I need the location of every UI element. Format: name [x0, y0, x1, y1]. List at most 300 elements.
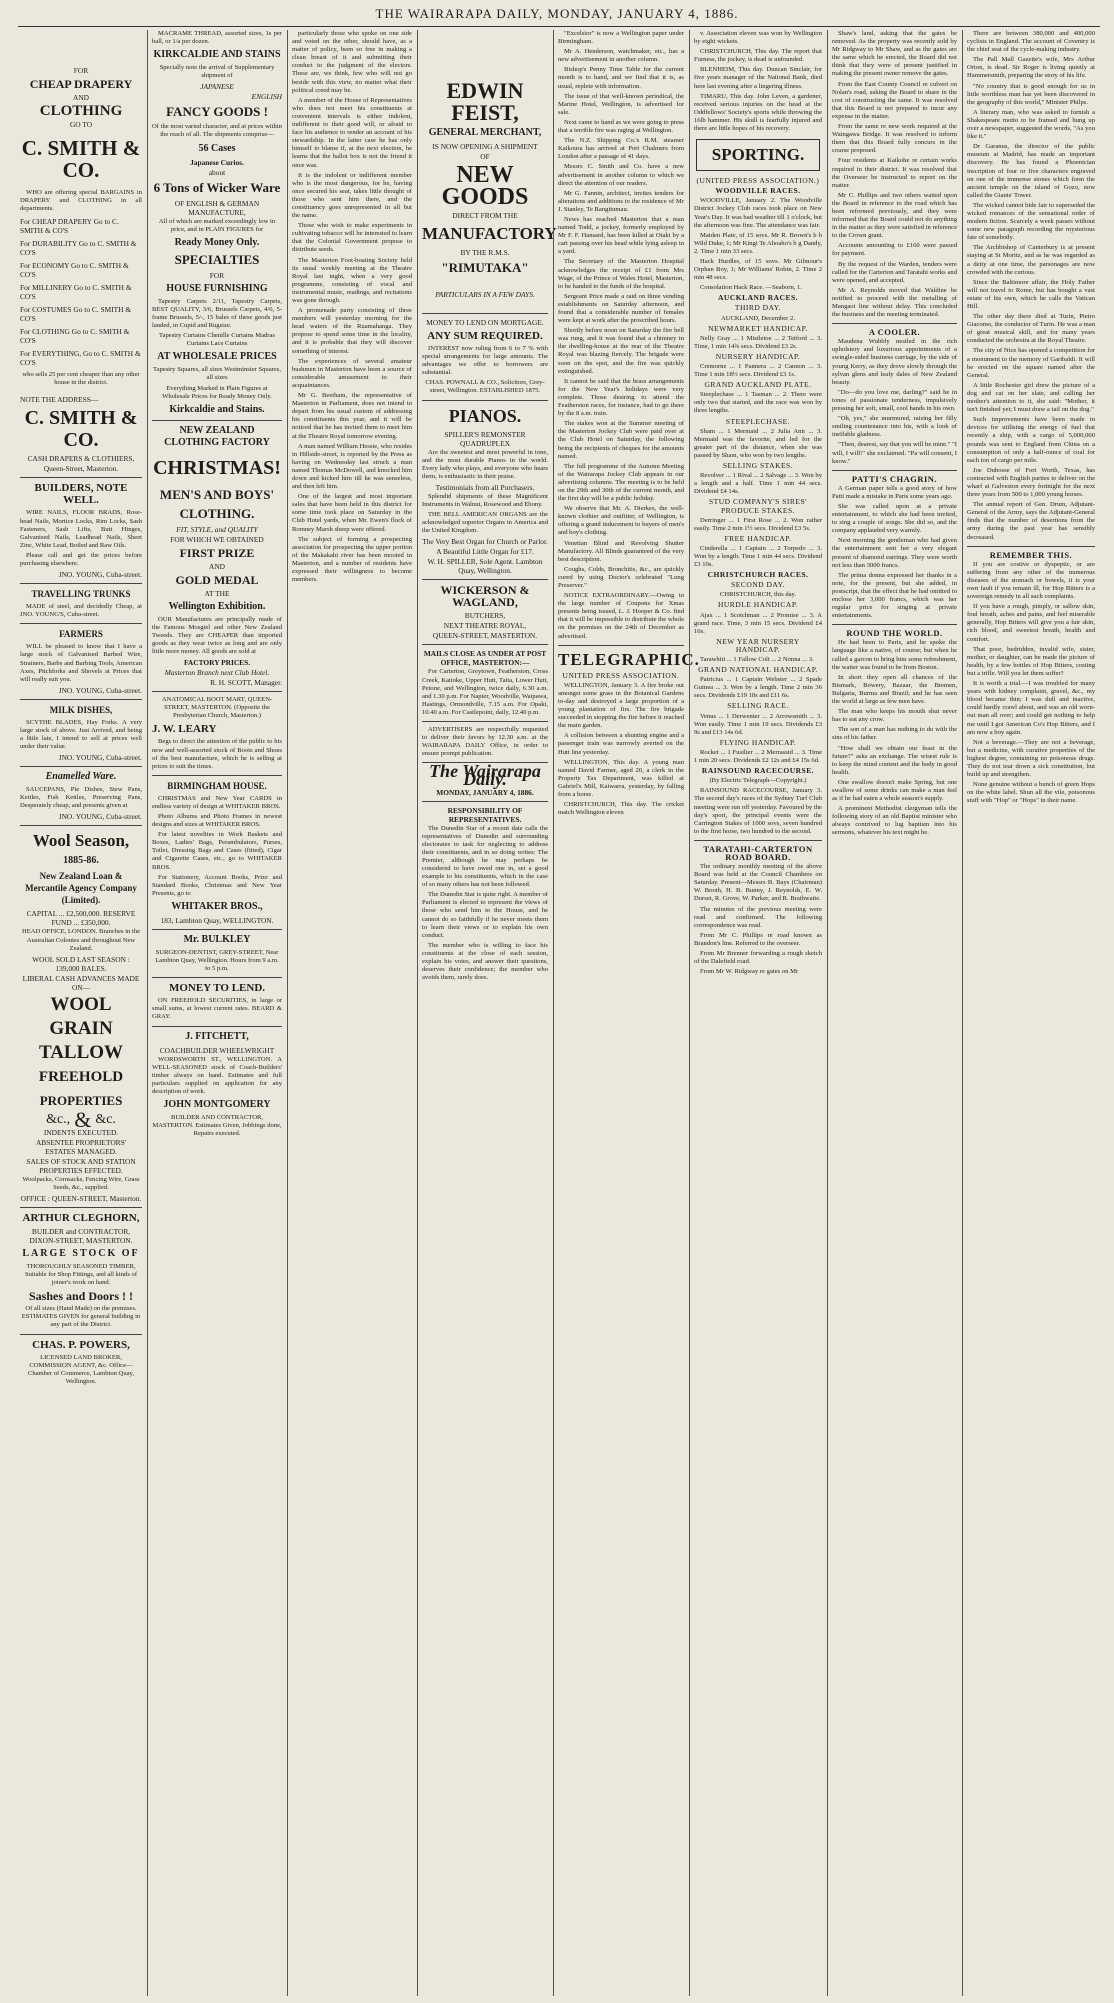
news-paragraph: "Excelsior" is now a Wellington paper under Birmingham.: [558, 30, 684, 46]
telegraph-paragraph: TIMARU, This day. John Leven, a gardener, received serious injuries on the head at the Oddfellows' Society's sports while throwing the 16lb hammer. His skull is fearfully injured and there are little hopes of his recovery.: [694, 92, 822, 133]
ad-german: OF ENGLISH & GERMAN MANUFACTURE,: [174, 198, 260, 217]
race-paragraph: Tarawhiti ... 1 Fallow Colt ... 2 Nonna ... 3.: [700, 656, 814, 663]
news-paragraph: We observe that Mr. A. Dierkes, the well-known clothier and outfitter, of Wellington, is offering a grand inducement to buyers of men's and boy's clothing.: [558, 505, 684, 537]
ad-advance-item: PROPERTIES: [39, 1092, 123, 1108]
article-paragraph: "Oh, yes," she murmured, raising her filly smiling countenance into his, with a look of ineffable gladness.: [832, 415, 957, 439]
ad-powers-text: LICENSED LAND BROKER, COMMISSION AGENT, &c. Office—Chamber of Commerce, Lambton Quay, Wellington.: [27, 1353, 135, 1385]
race-event: GRAND AUCKLAND PLATE.: [704, 380, 812, 390]
divider: [20, 477, 142, 478]
article-paragraph: In short they open all chances of the Bismark, Bowery, Bazaar, the Bremen, Bulgaria, Burma and Brazil; and he has seen the world at large as few men have.: [832, 673, 957, 706]
race-event: SELLING STAKES.: [722, 461, 794, 471]
ad-wool-year: 1885-86.: [63, 855, 99, 867]
ad-at-wholesale: AT WHOLESALE PRICES: [157, 351, 277, 363]
article-heading: TARATAHI-CARTERTON ROAD BOARD.: [703, 843, 813, 862]
ad-christmas: CHRISTMAS!: [153, 456, 281, 479]
ad-general-merchant: GENERAL MERCHANT,: [428, 127, 542, 138]
ad-splendid: Splendid shipments of these Magnificent Instruments in Walnut, Rosewood and Ebony.: [422, 492, 548, 509]
article-paragraph: A member of the House of Representatives who does not meet his constituents at convenient intervals is either indolent, indifferent to their good will, or afraid to face his audience to render an account of his stewardship. In the latter case he has only himself to blame if, at the next election, he learns that the ballot box is not the friend it once was.: [292, 96, 412, 169]
divider: [152, 977, 282, 978]
race-heading: WOODVILLE RACES.: [715, 186, 801, 196]
news-paragraph: Coughs, Colds, Bronchitis, &c., are quickly cured by using Doctor's celebrated "Lung Preserver.": [558, 565, 684, 589]
ad-kirkcaldie-text: Specially note the arrival of Supplementary shipment of: [159, 64, 275, 80]
divider: [967, 546, 1095, 547]
ad-wicker: 6 Tons of Wicker Ware: [153, 179, 281, 195]
ad-butchers: BUTCHERS,: [464, 611, 506, 621]
ad-gold-medal: GOLD MEDAL: [175, 572, 259, 587]
ad-who-sells: who sells 25 per cent cheaper than any other house in the district.: [22, 371, 140, 387]
article-paragraph: From Mr W. Ridgway re gates on Mr: [700, 968, 799, 976]
ad-of: OF: [480, 152, 490, 161]
article-paragraph: From the same re new work required at the Waingawa Bridge. It was resolved to inform them that this Board fully concurs in the course proposed.: [832, 123, 957, 155]
ad-everything-marked: Everything Marked in Plain Figures at Wholesale Prices for Ready Money Only.: [162, 384, 272, 400]
race-event: FREE HANDICAP.: [724, 533, 792, 543]
article-paragraph: The other day there died at Turin, Pietro Giacomo, the conductor of Turin. He was a man of great musical skill, and for many years conducted the orchestra at the Royal Theatre.: [967, 313, 1095, 345]
race-subheading: SECOND DAY.: [731, 580, 785, 590]
telegraph-paragraph: CHRISTCHURCH, This day. The report that Furness, the jockey, is dead is unfounded.: [694, 48, 822, 64]
ad-who-offer: WHO are offering special BARGAINS in DRAPERY and CLOTHING in all departments.: [20, 189, 142, 213]
ad-nzloan-heading: New Zealand Loan & Mercantile Agency Company (Limited).: [25, 871, 137, 906]
article-paragraph: Maudena Wubbly nestled in the rich upholstery and luxurious appointments of a swingle-sided business carriage, by the side of young Kerry, as they drove slowly through the sylvan glens and leafy dales of New Zealand beauty.: [832, 338, 957, 386]
article-paragraph: Since the Baltimore affair, the Holy Father will not travel to Rome, but has bought a vast estate of his own, which he calls the Vatican Hill.: [967, 278, 1095, 310]
race-paragraph: Patricius ... 1 Captain Webster ... 2 Spade Guinea ... 3. Won by a length. Time 2 min 36 secs. Dividends £19 10s and £11 6s.: [694, 676, 822, 700]
article-paragraph: Not a beverage.—They are not a beverage, but a medicine, with curative properties of the highest degree, containing no poisonous drugs. They do not tear down a sick constitution, but build up and strengthen.: [967, 738, 1095, 779]
running-head: THE WAIRARAPA DAILY, MONDAY, JANUARY 4, 1886.: [375, 6, 739, 21]
race-paragraph: Venus ... 1 Derwenter ... 2 Arrowsmith ... 3. Won easily. Time 1 min 19 secs. Dividends £3 9s and £13 14s 6d.: [694, 712, 822, 736]
ad-travelling-text: MADE of steel, and decidedly Cheap, at JNO. YOUNG'S, Cuba-street.: [20, 603, 142, 619]
telegraph-paragraph: CHRISTCHURCH, This day. The cricket match Wellington eleven: [558, 801, 684, 817]
article-paragraph: The minutes of the previous meeting were read and confirmed. The following correspondence was read.: [694, 905, 822, 929]
divider: [422, 400, 548, 401]
ad-interest: INTEREST now ruling from 6 to 7 % with special arrangements for large amounts. The advantages we offer to borrowers are substantial.: [422, 345, 548, 377]
ad-testimonials: Testimonials from all Purchasers.: [435, 482, 535, 492]
race-event: STEEPLECHASE.: [725, 416, 791, 426]
article-paragraph: A literary man, who was asked to furnish a Shakespeare motto to be framed and hung up over a newspaper, suggested the words, "As you like it.": [967, 108, 1095, 141]
article-paragraph: Next morning the gentleman who had given the entertainment sent her a very elegant present of diamond earrings. They were worth not less than 3000 francs.: [832, 537, 957, 569]
ad-fitchett-sub: COACHBUILDER WHEELWRIGHT: [159, 1045, 275, 1055]
ad-enamelled-text: SAUCEPANS, Pie Dishes, Stew Pans, Kettles, Fish Kettles, Preserving Pans, Desperately cheap, and presents given at: [20, 786, 142, 810]
article-heading: PATTI'S CHAGRIN.: [851, 473, 938, 484]
news-paragraph: NOTICE EXTRAORDINARY.—Owing to the large number of Coupons for Xmas presents being issued, L. J. Hooper & Co. find that it will be impossible to distribute the whole on the premises on the 24th of December as advertised.: [558, 592, 684, 640]
ad-german-text: All of which are marked exceedingly low in price, and in PLAIN FIGURES for: [158, 217, 276, 233]
ad-signature: JNO. YOUNG, Cuba-street.: [58, 685, 142, 695]
ad-factory-prices: FACTORY PRICES.: [183, 658, 251, 668]
ad-first-prize: FIRST PRIZE: [179, 545, 255, 560]
ad-ready-money: Ready Money Only.: [174, 236, 260, 248]
ad-large-stock: LARGE STOCK OF: [22, 1248, 140, 1259]
editorial-paragraph: The Dunedin Star of a recent date calls the representatives of Dunedin and surrounding electorates to task for neglecting to address their constituents, and in so doing writes: The Premier, although he may perhaps be considered to have owed one in, set a good example to his constituents, which in the case of so many others has not been followed.: [422, 824, 548, 889]
news-paragraph: Venetian Blind and Revolving Shutter Manufactory. All Blinds guaranteed of the very best description.: [558, 539, 684, 563]
column-rule: [287, 30, 288, 1996]
ad-bell-organs: THE BELL AMERICAN ORGANS are the acknowledged superior Organs in America and the United Kingdom.: [422, 511, 548, 535]
column-rule: [553, 30, 554, 1996]
article-paragraph: A German paper tells a good story of how Patti made a mistake in Paris some years ago.: [832, 484, 957, 500]
news-paragraph: News has reached Masterton that a man named Todd, a jockey, formerly employed by Mr F. F. Hansard, has been killed at Otaki by a cart passing over his head while lying asleep in a yard.: [558, 215, 684, 256]
ad-next-theatre: NEXT THEATRE ROYAL,: [443, 621, 527, 631]
news-paragraph: Shortly before noon on Saturday the fire bell was rung, and it was found that a chimney in the dwelling-house at the rear of the Theatre Royal was blazing fiercely. The brigade were soon on the spot, and the fire was quickly extinguished.: [558, 327, 684, 375]
race-paragraph: Hack Hurdles, of 15 sovs. Mr Gilmour's Orphan Boy, 1; Mr Williams' Robin, 2. Time 2 min 48 secs.: [694, 257, 822, 282]
divider: [152, 929, 282, 930]
ad-mails-heading: MAILS CLOSE AS UNDER AT POST OFFICE, MASTERTON:—: [423, 649, 547, 668]
top-rule: [18, 26, 1100, 27]
ad-farmers-text: WILL be pleased to know that I have a large stock of Galvanised Barbed Wire, Strainers, Barbs and Barbing Tools, American Axes, Pitchforks and Shovels at Prices that will really suit you.: [20, 643, 142, 683]
ad-montgomery: JOHN MONTGOMERY: [163, 1098, 271, 1110]
ad-at-the: AT THE: [204, 588, 230, 598]
ad-fancy-text: Of the most varied character, and at prices within the reach of all. The shipments comprise—: [152, 123, 282, 139]
column-6: [694, 30, 822, 1996]
race-paragraph: Steeplechase ... 1 Tasman ... 2. There were only two that started, and the race was won by three lengths.: [694, 391, 822, 415]
article-paragraph: A promenade party consisting of three members will yesterday morning for the head waters of the Ruamahanga. They propose to spend some time in the locality, and it is probable that they will discover something of interest.: [292, 307, 412, 355]
article-paragraph: Dr Garanus, the director of the public museum at Madrid, has made an important discovery. He has found a Phoenician inscription of four or five characters engraved on one of the immense stones which form the ancient temple on the island of Gozo, now called the Giants' Tower.: [967, 143, 1095, 199]
telegraph-paragraph: WELLINGTON, This day. A young man named David Farmer, aged 20, a clerk in the Property Tax Department, was killed at Gabriel's Mill, Kaiwarra, yesterday, by falling from a horse.: [558, 758, 684, 798]
race-paragraph: Cremorne ... 1 Pannera ... 2 Cannon ... 3. Time 1 min 18½ secs. Dividend £3 1s.: [694, 363, 822, 379]
article-paragraph: If you are costive or dyspeptic, or are suffering from any other of the numerous diseases of the stomach or bowels, it is your own fault if you remain ill, for Hop Bitters is a sovereign remedy in all such complaints.: [967, 560, 1095, 601]
ad-sashes-heading: Sashes and Doors ! !: [28, 1289, 133, 1304]
article-paragraph: Such improvements have been made in devices for utilising the energy of fuel that recently a ship, with a cargo of 5,000,000 pounds was sent to England from China on a consumption of only a half-ounce of coal for each ton of cargo per mile.: [967, 416, 1095, 464]
ad-leary: J. W. LEARY: [152, 723, 217, 736]
column-rule: [962, 30, 963, 1996]
ad-advance-item: WOOL: [50, 993, 112, 1015]
column-rule: [827, 30, 828, 1996]
article-paragraph: "Then, dearest, say that you will be mine." "I will, I will!" she exclaimed. "Pa will consent, I know.": [832, 441, 957, 465]
ad-whitaker: WHITAKER BROS.,: [171, 900, 263, 912]
ad-branch: Masterton Branch next Club Hotel.: [164, 668, 270, 678]
column-3: [292, 30, 412, 1996]
telegraph-paragraph: BLENHEIM, This day. Duncan Sinclair, for five years manager of the National Bank, died here last evening after a lingering illness.: [694, 66, 822, 90]
ad-signature: JNO. YOUNG, Cuba-street.: [58, 753, 142, 763]
ad-for: FOR: [73, 66, 89, 75]
news-paragraph: Mr G. Fannin, architect, invites tenders for alterations and additions to the residence of Mr J. Stanley, Te Rangitumau.: [558, 189, 684, 213]
ad-kirkcaldie-sign: Kirkcaldie and Stains.: [169, 403, 265, 415]
ad-pownall: CHAS. POWNALL & CO., Solicitors, Grey-street, Wellington. ESTABLISHED 1875.: [425, 379, 545, 395]
ad-spiller-name: W. H. SPILLER, Sole Agent. Lambton Quay, Wellington.: [427, 557, 543, 576]
news-paragraph: Next came to hand as we were going to press that a terrible fire was raging at Wellington.: [558, 118, 684, 135]
article-paragraph: A prominent Methodist clergyman tells the following story of an old Baptist minister who always contrived to lug baptism into his sermons, whatever his text might be.: [832, 805, 957, 837]
ad-manufactory: MANUFACTORY: [422, 224, 557, 243]
ad-builders-call: Please call and get the prices before purchasing elsewhere.: [20, 551, 142, 568]
article-paragraph: From Mr Brenner forwarding a rough sketch of the Dalefield road.: [694, 950, 822, 966]
ad-manufactures: OUR Manufactures are principally made of the Famous Mosgiel and other New Zealand Tweeds. They are CHEAPER than imported goods as they wear twice as long and are only little more money. All goods are sold at: [152, 615, 282, 656]
article-paragraph: Joe Dubosse of Fort Worth, Texas, has contracted with English parties to deliver on the wharf at Galveston every fortnight for the next three years from 500 to 1,000 young horses.: [967, 466, 1095, 499]
article-paragraph: Those who wish to make experiments in cultivating tobacco will be interested to learn that the Colonial Government propose to distribute seeds.: [292, 222, 412, 254]
ad-montgomery-text: BUILDER AND CONTRACTOR, MASTERTON. Estimates Given, Jobbings done, Repairs executed.: [152, 1113, 282, 1138]
race-event: NURSERY HANDICAP.: [715, 351, 801, 361]
divider: [20, 1207, 142, 1208]
ad-any-sum: ANY SUM REQUIRED.: [427, 330, 543, 342]
divider: [152, 1026, 282, 1027]
section-sporting: SPORTING.: [696, 139, 820, 171]
ad-address: Queen-Street, Masterton.: [43, 464, 119, 474]
ad-amp: &: [74, 1106, 92, 1132]
ad-curios: Japanese Curios.: [190, 157, 244, 167]
race-paragraph: Revolver ... 1 Rival ... 2 Salvage ... 3. Won by a length and a half. Time 1 min 44 secs. Dividend £4 14s.: [694, 472, 822, 496]
race-paragraph: (By Electric Telegraph—Copyright.): [709, 777, 807, 785]
ad-signature: JNO. YOUNG, Cuba-street.: [58, 570, 142, 580]
article-paragraph: Mr G. Beetham, the representative of Masterton in Parliament, does not intend to depart from his usual custom of addressing his constituents this year, and it will be noticed that he has invited them to meet him at the Theatre Royal tomorrow evening.: [292, 392, 412, 440]
article-paragraph: She was called upon at a private entertainment, to which she had been invited, to sing a couple of songs. She did so, and the company applauded very warmly.: [832, 502, 957, 535]
article-paragraph: The ordinary monthly meeting of the above Board was held at the Council Chambers on Saturday. Present—Messrs B. Bays (Chairman) W. Booth, H. B. Bunny, J. Reynolds, E. W. Dorset, R. Grove, W. Parker, and R. Brathwaite.: [694, 863, 822, 903]
ad-fancy-goods: FANCY GOODS !: [166, 104, 268, 120]
article-paragraph: From the East County Council re culvert on Nolan's road, asking the Board to share in the cost of constructing the same. It was resolved that this Board is not prepared to incur any expense in the matter.: [832, 80, 957, 120]
ad-nz-clothing: NEW ZEALAND CLOTHING FACTORY: [164, 424, 270, 448]
ad-list-item: For MILLINERY Go to C. SMITH & CO'S: [20, 283, 132, 302]
divider: [558, 645, 684, 646]
divider: [422, 644, 548, 645]
ad-carpets: Tapestry Carpets 2/11, Tapestry Carpets, BEST QUALITY, 3/6, Brussels Carpets, 4/6, 5-frame Brussels, 5/-, 15 bales of these goods just landed, in Cupid and Rugsize.: [152, 297, 282, 330]
news-paragraph: Messrs C. Smith and Co. have a new advertisement in another column to which we direct the attention of our readers.: [558, 163, 684, 187]
divider: [422, 721, 548, 722]
ad-new-goods: NEW GOODS: [441, 162, 529, 210]
ad-particulars: PARTICULARS IN A FEW DAYS.: [435, 290, 535, 299]
article-paragraph: There are between 380,000 and 400,000 cyclists in England. The account of Coventry is the chief seat of the cycle-making industry.: [967, 30, 1095, 54]
ad-and: AND: [208, 561, 225, 571]
news-paragraph: The issue of that well-known periodical, the Marine Hotel, Wellington, is advertised for sale.: [558, 92, 684, 116]
article-heading: REMEMBER THIS.: [989, 549, 1073, 560]
ad-advance-item: TALLOW: [38, 1041, 124, 1063]
article-paragraph: One of the largest and most important sales that have been held in this district for some time took place on Saturday in the Club Hotel yards, when Mr. Ewen's flock of Romney Marsh sheep were offered.: [292, 493, 412, 533]
race-paragraph: Nelly Gray ... 1 Mistletoe ... 2 Tetford ... 3. Time, 1 min 14¾ secs. Dividend £3 2s.: [694, 334, 822, 350]
ad-english: ENGLISH: [251, 92, 282, 102]
article-paragraph: The man who keeps his mouth shut never has to eat any crow.: [832, 708, 957, 724]
ad-wickerson: WICKERSON & WAGLAND,: [440, 583, 530, 610]
ad-go-to: GO TO: [69, 120, 93, 129]
paper-flag: The Wairarapa Daily.: [429, 761, 541, 790]
section-telegraphic: TELEGRAPHIC.: [558, 649, 700, 669]
telegraph-paragraph: WELLINGTON, January 3. A fire broke out amongst some grass in the Botanical Gardens to-day and destroyed a large proportion of a young plantation of firs. The fire brigade succeeded in stopping the fire before it reached the main garden.: [558, 681, 684, 730]
ad-anatomical: ANATOMICAL BOOT MART, QUEEN-STREET, MASTERTON. (Opposite the Presbyterian Church, Masterton.): [161, 696, 273, 720]
ad-mails-text: For Carterton, Greytown, Featherston, Cross Creek, Kaitoke, Upper Hutt, Taita, Lower Hutt, Petone, and Wellington, twice daily, 6.30 a.m. and 1.30 p.m. For Napier, Woodville, Waipawa, Hastings, Ormondville, 7.15 a.m. For Opaki, 10.40 a.m. For Castlepoint, daily, 12.40 p.m.: [422, 668, 548, 716]
divider: [422, 801, 548, 802]
editorial-paragraph: The member who is willing to face his constituents at the close of each session, explain his votes, and answer their questions, deserves their confidence; the member who avoids them, rarely does.: [422, 941, 548, 982]
ad-squares: Tapestry Squares, all sizes Westminster Squares, all sizes: [153, 366, 281, 382]
ad-farmers-heading: FARMERS: [59, 629, 103, 640]
article-paragraph: The subject of forming a prospecting association for prospecting the upper portion of the Makakahi river has been mooted in Masterton, and a number of residents have expressed their willingness to become members.: [292, 535, 412, 584]
ad-list-item: For CLOTHING Go to C. SMITH & CO'S: [20, 327, 130, 346]
telegraph-paragraph: v. Association eleven was won by Wellington by eight wickets.: [694, 30, 822, 46]
race-event: SELLING RACE.: [727, 701, 789, 711]
race-event: HURDLE HANDICAP.: [717, 600, 799, 610]
ad-for-list: [20, 217, 142, 367]
race-heading: CHRISTCHURCH RACES.: [707, 570, 809, 580]
ad-drapers: CASH DRAPERS & CLOTHIERS,: [27, 454, 135, 464]
editorial-heading: RESPONSIBILITY OF REPRESENTATIVES.: [447, 805, 523, 824]
article-paragraph: particularly those who spoke on one side and voted on the other, should have, as a matter of policy, been so free in making a clean breast of it and submitting their conduct to the judgment of the electors. These are, we think, few who will not go beside with this view, no matter what their political creed may be.: [292, 30, 412, 94]
race-subheading: THIRD DAY.: [734, 303, 782, 313]
divider: [20, 623, 142, 624]
race-paragraph: AUCKLAND, December 2.: [721, 314, 795, 322]
ad-firm-name: C. SMITH & CO.: [21, 136, 141, 182]
news-paragraph: Mr A. Henderson, watchmaker, etc., has a new advertisement in another column.: [558, 48, 684, 64]
column-rule: [147, 30, 148, 1996]
ad-sashes-text: Of all sizes (Hand Made) on the premises. ESTIMATES GIVEN for general building in any part of the District.: [21, 1305, 141, 1329]
divider: [20, 825, 142, 826]
ad-money-text: ON FREEHOLD SECURITIES, in large or small sums, at lowest current rates. BEARD & GRAY.: [152, 997, 282, 1021]
ad-leary-text: Begs to direct the attention of the public to his new and well-assorted stock of Boots and Shoes of the best manufacture, which he is selling at prices to suit the times.: [152, 738, 282, 770]
column-4: [422, 30, 557, 1996]
ad-list-item: For DURABILITY Go to C. SMITH & CO'S: [20, 239, 137, 258]
ad-bulkley-text: SURGEON-DENTIST, GREY-STREET, Near Lambton Quay, Wellington. Hours from 9 a.m. to 5 p.m.: [155, 948, 279, 973]
ad-japanese: JAPANESE: [200, 82, 234, 92]
column-8: [967, 30, 1095, 1996]
ad-birmingham-text: CHRISTMAS and New Year CARDS in endless variety of design at WHITAKER BROS.: [152, 794, 282, 810]
divider: [152, 691, 282, 692]
ad-builders-text: WIRE NAILS, FLOOR BRADS, Rose-head Nails, Mortice Locks, Rim Locks, Sash Fasteners, Sash Lifts, Butt Hinges, Galvanised Nails, Leadhead Nails, Sheet Zinc, White Lead, Boiled and Raw Oils.: [20, 509, 142, 549]
ad-cases: 56 Cases: [198, 142, 236, 154]
race-event: NEWMARKET HANDICAP.: [708, 323, 808, 333]
divider: [20, 583, 142, 584]
ad-fitchett-text: WORDSWORTH ST., WELLINGTON. A WELL-SEASONED stock of Coach-Builders' timber always on hand. Estimates and full particulars supplied on application for any description of work.: [152, 1055, 282, 1095]
column-5: [558, 30, 700, 1996]
ad-travelling-heading: TRAVELLING TRUNKS: [31, 589, 131, 600]
race-paragraph: Cinderella ... 1 Captain ... 2 Torpedo ... 3. Won by a length. Time 1 min 44 secs. Dividend £3 10s.: [694, 544, 822, 569]
ad-photo-albums: Photo Albums and Photo Frames in newest designs and sizes at WHITAKER BROS.: [152, 813, 282, 829]
article-paragraph: "Do—do you love me, darling?" said he in tones of passionate tenderness, impulsively pressing her soft, small, cool hands in his own.: [832, 388, 957, 413]
race-paragraph: WOODVILLE, January 2. The Woodville District Jockey Club races took place on New Year's Day. It was bad weather till 1 o'clock, but the afternoon was fine. The attendance was fair.: [694, 197, 822, 229]
ad-novelties: For latest novelties in Work Baskets and Boxes, Ladies' Bags, Perambulators, Purses, Toilet, Dressing Bags and Cases (fitted), Cigar and Cigarette Cases, etc., go to WHITAKER BROS.: [152, 831, 282, 871]
divider: [152, 420, 282, 421]
article-paragraph: None genuine without a bunch of green Hops on the white label. Shun all the vile, poisonous stuff with "Hop" or "Hops" in their name.: [967, 781, 1095, 805]
ad-opening: IS NOW OPENING A SHIPMENT: [432, 142, 538, 151]
ad-manager: R. H. SCOTT, Manager.: [210, 678, 282, 688]
divider: [832, 323, 957, 324]
race-heading: AUCKLAND RACES.: [717, 293, 798, 303]
ad-money-heading: MONEY TO LEND.: [168, 982, 266, 995]
ad-money-lend: MONEY TO LEND ON MORTGAGE.: [426, 318, 544, 327]
ad-about: about: [208, 167, 226, 177]
ad-indents: INDENTS EXECUTED.: [43, 1127, 119, 1137]
ad-milk-heading: MILK DISHES,: [49, 704, 113, 715]
divider: [20, 1334, 142, 1335]
race-paragraph: RAINSOUND RACECOURSE, January 3. The second day's races of the Sydney Turf Club meeting were run off yesterday. Favoured by the day's sport, the principal events were the Carrington Stakes of 1000 sovs, seven hundred to the first horse, two hundred to the second.: [694, 787, 822, 835]
article-paragraph: Shaw's land, asking that the gates be removed. As the property was recently sold by Mr Ridgway to Mr Shaw, and as the gates are the same which he erected, the Board did not think that they were of present justified in making the present owner remove the gates.: [832, 30, 957, 78]
ad-bulkley: Mr. BULKLEY: [183, 933, 251, 945]
ad-note-address: NOTE THE ADDRESS—: [20, 395, 99, 405]
divider: [832, 624, 957, 625]
ad-timber: THOROUGHLY SEASONED TIMBER, Suitable for Shop Fittings, and all kinds of joiner's work on hand.: [24, 1263, 138, 1287]
ad-house-furnishing: HOUSE FURNISHING: [166, 282, 268, 294]
ad-list-item: For ECONOMY Go to C. SMITH & CO'S: [20, 261, 129, 280]
ad-list-item: For CHEAP DRAPERY Go to C. SMITH & CO'S: [20, 217, 119, 236]
ad-clothing: CLOTHING: [39, 103, 123, 119]
ad-by-rms: BY THE R.M.S.: [460, 248, 510, 257]
column-2: [152, 30, 282, 1996]
race-event: FLYING HANDICAP.: [719, 737, 797, 747]
article-paragraph: Four residents at Kaikohe re certain works required in their district. It was resolved that the Overseer be instructed to report on the matter.: [832, 157, 957, 189]
ad-stationery: For Stationery, Account Books, Prize and Standard Books, Christmas and New Year Presents, go to: [152, 873, 282, 897]
article-paragraph: "How shall we obtain our feast in the future?" asks an exchange. The wisest rule is to keep the mind content and the body in good health.: [832, 744, 957, 776]
race-paragraph: Derringer ... 1 First Rose ... 2. Won rather easily. Time 2 min 1½ secs. Dividend £3 5s.: [694, 516, 822, 532]
race-paragraph: Maiden Plate, of 15 sovs. Mr R. Brown's b h Wild Duke, 1; Mr Kingi Te Ahoaho's b g Dandy, 2. Time 1 min 33 secs.: [694, 231, 822, 255]
news-paragraph: The N.Z. Shipping Co.'s R.M. steamer Kaikoura has arrived at Port Chalmers from London after a passage of 41 days.: [558, 137, 684, 161]
ad-head-office: HEAD OFFICE, LONDON. Branches in the Australian Colonies and throughout New Zealand.: [21, 928, 141, 952]
ad-pianos-text: Are the sweetest and most powerful in tone, and the most durable Pianos in the world. Every lady who plays, and everyone who hears them, is enthusiastic in their praise.: [422, 448, 548, 480]
article-paragraph: By the request of the Warden, tenders were called for the Carterton and Taratahi works and were opened, and accepted.: [832, 260, 957, 284]
ad-list-item: For COSTUMES Go to C. SMITH & CO'S: [20, 305, 132, 324]
article-paragraph: If you have a rough, pimply, or sallow skin, foul breath, aches and pains, and feel miserable generally, Hop Bitters will give you a fair skin, rich blood, and sweetest breath, health and comfort.: [967, 603, 1095, 643]
article-paragraph: The Masterton Foot-boating Society held its usual weekly meeting at the Theatre Royal last night, when a very good programme, consisting of vocal and instrumental music, readings, and recitations was gone through.: [292, 256, 412, 304]
column-rule: [689, 30, 690, 1996]
race-heading: RAINSOUND RACECOURSE.: [701, 766, 815, 776]
ad-advertisers: ADVERTISERS are respectfully requested to deliver their favors by 12.30 a.m. at the WAIRARAPA DAILY Office, in order to ensure prompt publication.: [422, 725, 548, 758]
divider: [422, 313, 548, 314]
article-paragraph: It is worth a trial.—I was troubled for many years with kidney complaint, gravel, &c., my blood became thin; I was dull and inactive, could hardly crawl about, and was an old worn-out man all over; and could get nothing to help me until I got American Co's Hop Bitters, and I am now a boy again.: [967, 680, 1095, 736]
ad-powers-heading: CHAS. P. POWERS,: [32, 1338, 130, 1351]
ad-very-best: The Very Best Organ for Church or Parlor.: [422, 537, 548, 547]
article-paragraph: A man named William Hessie, who resides in Hillside-street, is reported by the Press as having on Wednesday last struck a man named Thomas McDowell, and knocked him down and kicked him till he was senseless, and then left him.: [292, 442, 412, 491]
ad-whitaker-addr: 183, Lambton Quay, WELLINGTON.: [160, 915, 274, 925]
ad-woolpacks: Woolpacks, Cornsacks, Fencing Wire, Grass Seeds, &c., supplied.: [22, 1175, 140, 1191]
news-paragraph: Bishop's Penny Time Table for the current month is to hand, and we find that it is, as usual, replete with information.: [558, 66, 684, 90]
ad-macrame: MACRAME THREAD, assorted sizes, 1s per ball, or 1/a per dozen.: [152, 30, 282, 46]
ad-signature: JNO. YOUNG, Cuba-street.: [58, 812, 142, 822]
ad-cleghorn-heading: ARTHUR CLEGHORN,: [22, 1212, 140, 1224]
race-event: GRAND NATIONAL HANDICAP.: [698, 665, 818, 675]
race-paragraph: Consolation Hack Race. —Seaborn, 1.: [700, 284, 802, 292]
article-paragraph: That poor, bedridden, invalid wife, sister, mother, or daughter, can be made the picture of health, by a few bottles of Hop Bitters, costing but a trifle. Will you let them suffer?: [967, 645, 1095, 677]
ad-wool-season: Wool Season,: [32, 831, 130, 851]
article-heading: A COOLER.: [868, 327, 921, 338]
news-paragraph: The full programme of the Autumn Meeting of the Wairarapa Jockey Club appears in our advertising columns. The meeting is to be held on the 29th and 30th of the current month, and the first day will be a public holiday.: [558, 462, 684, 503]
article-paragraph: He had been to Paris, and he spoke the language like a native, of course; but when he called a garcon to bring him some refreshment, the waiter was found to be from Boston.: [832, 639, 957, 671]
article-paragraph: The son of a man has nothing to do with the sins of his father.: [832, 726, 957, 742]
ad-direct-from: DIRECT FROM THE: [452, 211, 518, 220]
race-paragraph: Ajax ... 1 Scotchman ... 2 Promise ... 3. A grand race. Time, 3 min 15 secs. Dividend £4 10s.: [694, 611, 822, 635]
article-paragraph: The prima donna expressed her thanks in a note, for the present, but she added, in postscript, that the effect that he had omitted to enclose her 3,000 francs, which was her regular price for singing at private entertainments.: [832, 571, 957, 620]
ad-clothing: CLOTHING.: [179, 505, 255, 521]
ad-liberal: LIBERAL CASH ADVANCES MADE ON—: [22, 973, 140, 992]
article-paragraph: A little Rochester girl drew the picture of a dog and cat on her slate, and calling her mother's attention to it, she said: "Mother, it isn't finished yet; I must draw a tail on the dog.": [967, 381, 1095, 414]
ad-amp: &c.: [95, 1111, 116, 1127]
ad-edwin-feist: EDWIN FEIST,: [446, 78, 524, 125]
ad-milk-text: SCYTHE BLADES, Hay Forks. A very large stock of above. Just Arrived, and being a little late, I intend to sell at prices well under their value.: [20, 718, 142, 751]
ad-and: AND: [72, 93, 89, 102]
divider: [422, 579, 548, 580]
ad-list-item: For EVERYTHING, Go to C. SMITH & CO'S: [20, 349, 141, 368]
ad-capital: CAPITAL ... £2,500,000. RESERVE FUND ... £350,000.: [26, 909, 136, 928]
news-paragraph: The Secretary of the Masterton Hospital acknowledges the receipt of £1 from Mrs Wage, of the Prince of Wales Hotel, Masterton, to be handed to the funds of the hospital.: [558, 258, 684, 290]
article-heading: ROUND THE WORLD.: [846, 628, 943, 639]
article-paragraph: Mr A. Reynolds moved that Waldine be notified to proceed with the metalling of Mangaoi line without delay. This concluded the business and the meeting terminated.: [832, 286, 957, 319]
editorial-paragraph: The Dunedin Star is quite right. A member of Parliament is elected to represent the views of those who send him to the House, and he cannot do so faithfully if he never meets them to learn their views or to explain his own conduct.: [422, 891, 548, 939]
ad-beautiful: A Beautiful Little Organ for £17.: [436, 547, 534, 557]
article-paragraph: Accounts amounting to £160 were passed for payment.: [832, 242, 957, 258]
article-paragraph: The Archbishop of Canterbury is at present staying at St Moritz, and as he was regarded as a deity at one time, the parsonages are now crowded with the curious.: [967, 244, 1095, 276]
ad-office: OFFICE : QUEEN-STREET, Masterton.: [20, 1194, 142, 1203]
ad-pianos: PIANOS.: [448, 405, 522, 426]
news-paragraph: The stakes won at the Summer meeting of the Masterton Jockey Club were paid over at the Club Hotel on Saturday, the following being the recipients of cheques for the amounts named.: [558, 420, 684, 460]
article-paragraph: The annual report of Gen. Drum, Adjutant-General of the Army, says the Adjutant-General finds that the number of desertions from the army during the past year has sensibly decreased.: [967, 501, 1095, 541]
ad-spillers: SPILLER'S REMONSTER QUADRUPLEX: [444, 429, 526, 448]
article-paragraph: Mr C. Phillips and two others waited upon the Board in reference to the road which has been reformed previously, and they were informed that the Board could not do anything in the matter as they were satisfied in reference to the Crown grant.: [832, 191, 957, 240]
news-paragraph: It cannot be said that the brass arrangements for the New Year's holidays were very complete. Those desiring to attend the Featherston races, for instance, had to go there by the 8 a.m. train.: [558, 377, 684, 418]
article-paragraph: The Pall Mall Gazette's wife, Mrs Arthur Orton, is dead. Sir Roger is living quietly at Hammersmith, preparing the story of his life.: [967, 56, 1095, 80]
article-paragraph: The experiences of several amateur bushmen in Masterton have been a source of considerable amusement to their acquaintances.: [292, 357, 412, 389]
section-telegraphic-sub: UNITED PRESS ASSOCIATION.: [562, 670, 680, 680]
ad-wool-sold: WOOL SOLD LAST SEASON : 139,000 BALES.: [32, 954, 130, 973]
article-paragraph: The wicked cannot bide fair to superseded the wicked romances of the sensational order of modern fiction. Scarcely a week passes without some new paragraph recording the mysterious fate of somebody.: [967, 201, 1095, 242]
ad-rimutaka: "RIMUTAKA": [441, 260, 529, 275]
ad-cleghorn-sub: BUILDER and CONTRACTOR, DIXON-STREET, MASTERTON.: [29, 1227, 133, 1245]
article-paragraph: "No country that is good enough for us in little worthless man has yet been discovered in the geography of this world," Minister Philps.: [967, 82, 1095, 106]
article-paragraph: The city of Nice has opened a competition for a monument to the memory of Garibaldi. It will be erected on the square named after the General.: [967, 347, 1095, 379]
race-paragraph: Rocket ... 1 Fusilier ... 2 Merrassid ... 3. Time 1 min 20 secs. Dividends £2 12s and £4 15s 6d.: [694, 748, 822, 765]
divider: [694, 840, 822, 841]
ad-specialties: SPECIALTIES: [174, 251, 260, 267]
ad-firm-name-2: C. SMITH & CO.: [24, 407, 138, 452]
ad-queen-st: QUEEN-STREET, MASTERTON.: [432, 631, 538, 641]
ad-builders-heading: BUILDERS, NOTE WELL.: [34, 482, 128, 507]
ad-fit: FIT, STYLE, and QUALITY: [176, 524, 258, 534]
ad-fitchett: J. FITCHETT,: [185, 1030, 249, 1042]
